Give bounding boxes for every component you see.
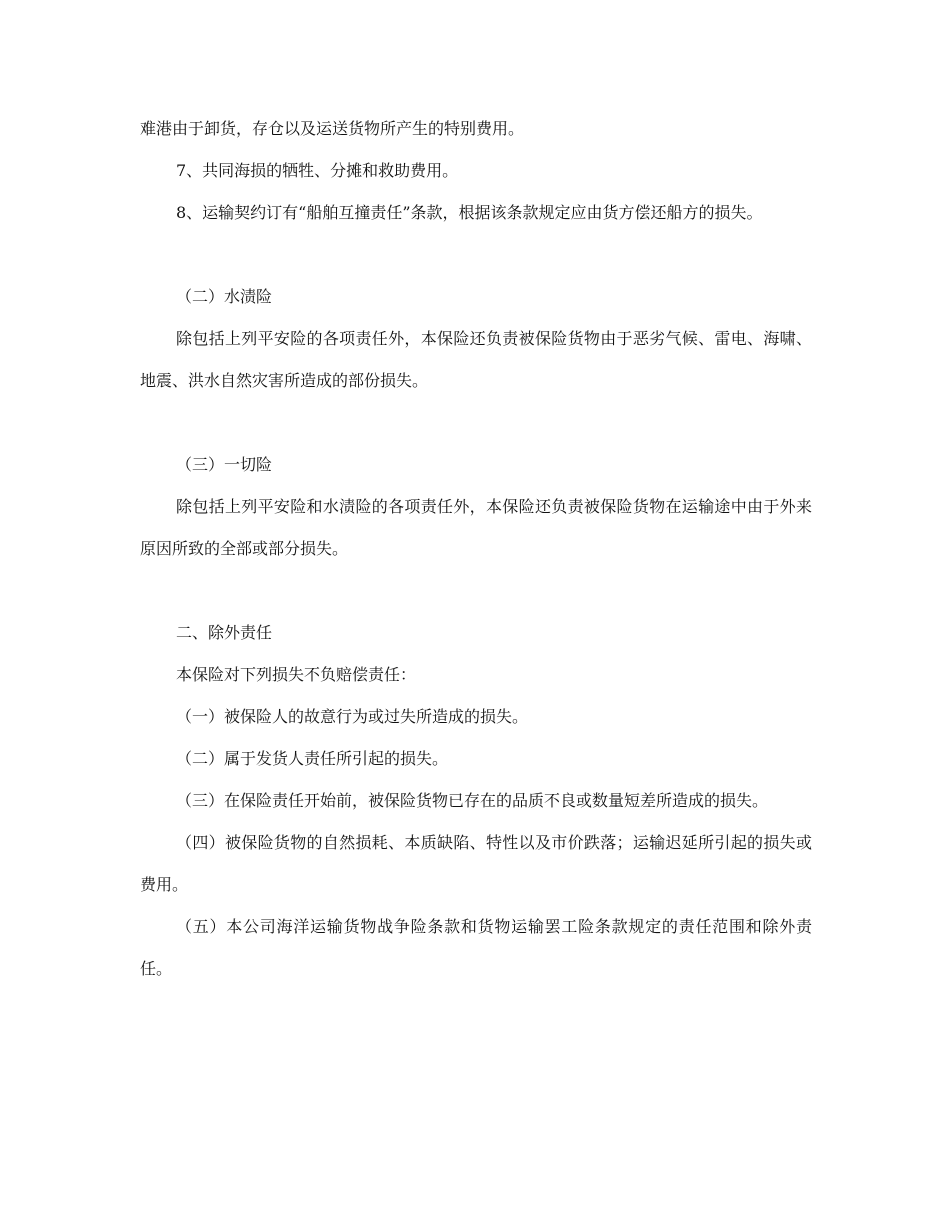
section-heading-all-risks: （三）一切险	[176, 455, 273, 474]
paragraph-item-7: 7、共同海损的牺牲、分摊和救助费用。	[176, 161, 459, 180]
section-gap	[140, 570, 812, 612]
paragraph-item-8: 8、运输契约订有“船舶互撞责任”条款，根据该条款规定应由货方偿还船方的损失。	[176, 203, 763, 222]
exclusion-item-2: （二）属于发货人责任所引起的损失。	[176, 749, 449, 768]
section-heading-water-damage: （二）水渍险	[176, 287, 273, 306]
paragraph-exclusions-intro: 本保险对下列损失不负赔偿责任：	[176, 665, 417, 684]
paragraph-water-damage: 除包括上列平安险的各项责任外，本保险还负责被保险货物由于恶劣气候、雷电、海啸、地震、洪水自然灾害所造成的部份损失。	[140, 329, 812, 390]
section-heading-exclusions: 二、除外责任	[176, 623, 273, 642]
exclusion-item-4: （四）被保险货物的自然损耗、本质缺陷、特性以及市价跌落；运输迟延所引起的损失或费用。	[140, 833, 812, 894]
document-body	[140, 108, 812, 990]
exclusion-item-5: （五）本公司海洋运输货物战争险条款和货物运输罢工险条款规定的责任范围和除外责任。	[140, 917, 812, 978]
paragraph-continued: 难港由于卸货，存仓以及运送货物所产生的特别费用。	[140, 119, 525, 138]
section-gap	[140, 402, 812, 444]
section-gap	[140, 234, 812, 276]
exclusion-item-1: （一）被保险人的故意行为或过失所造成的损失。	[176, 707, 529, 726]
paragraph-all-risks: 除包括上列平安险和水渍险的各项责任外，本保险还负责被保险货物在运输途中由于外来原因所致的全部或部分损失。	[140, 497, 812, 558]
exclusion-item-3: （三）在保险责任开始前，被保险货物已存在的品质不良或数量短差所造成的损失。	[176, 791, 769, 810]
